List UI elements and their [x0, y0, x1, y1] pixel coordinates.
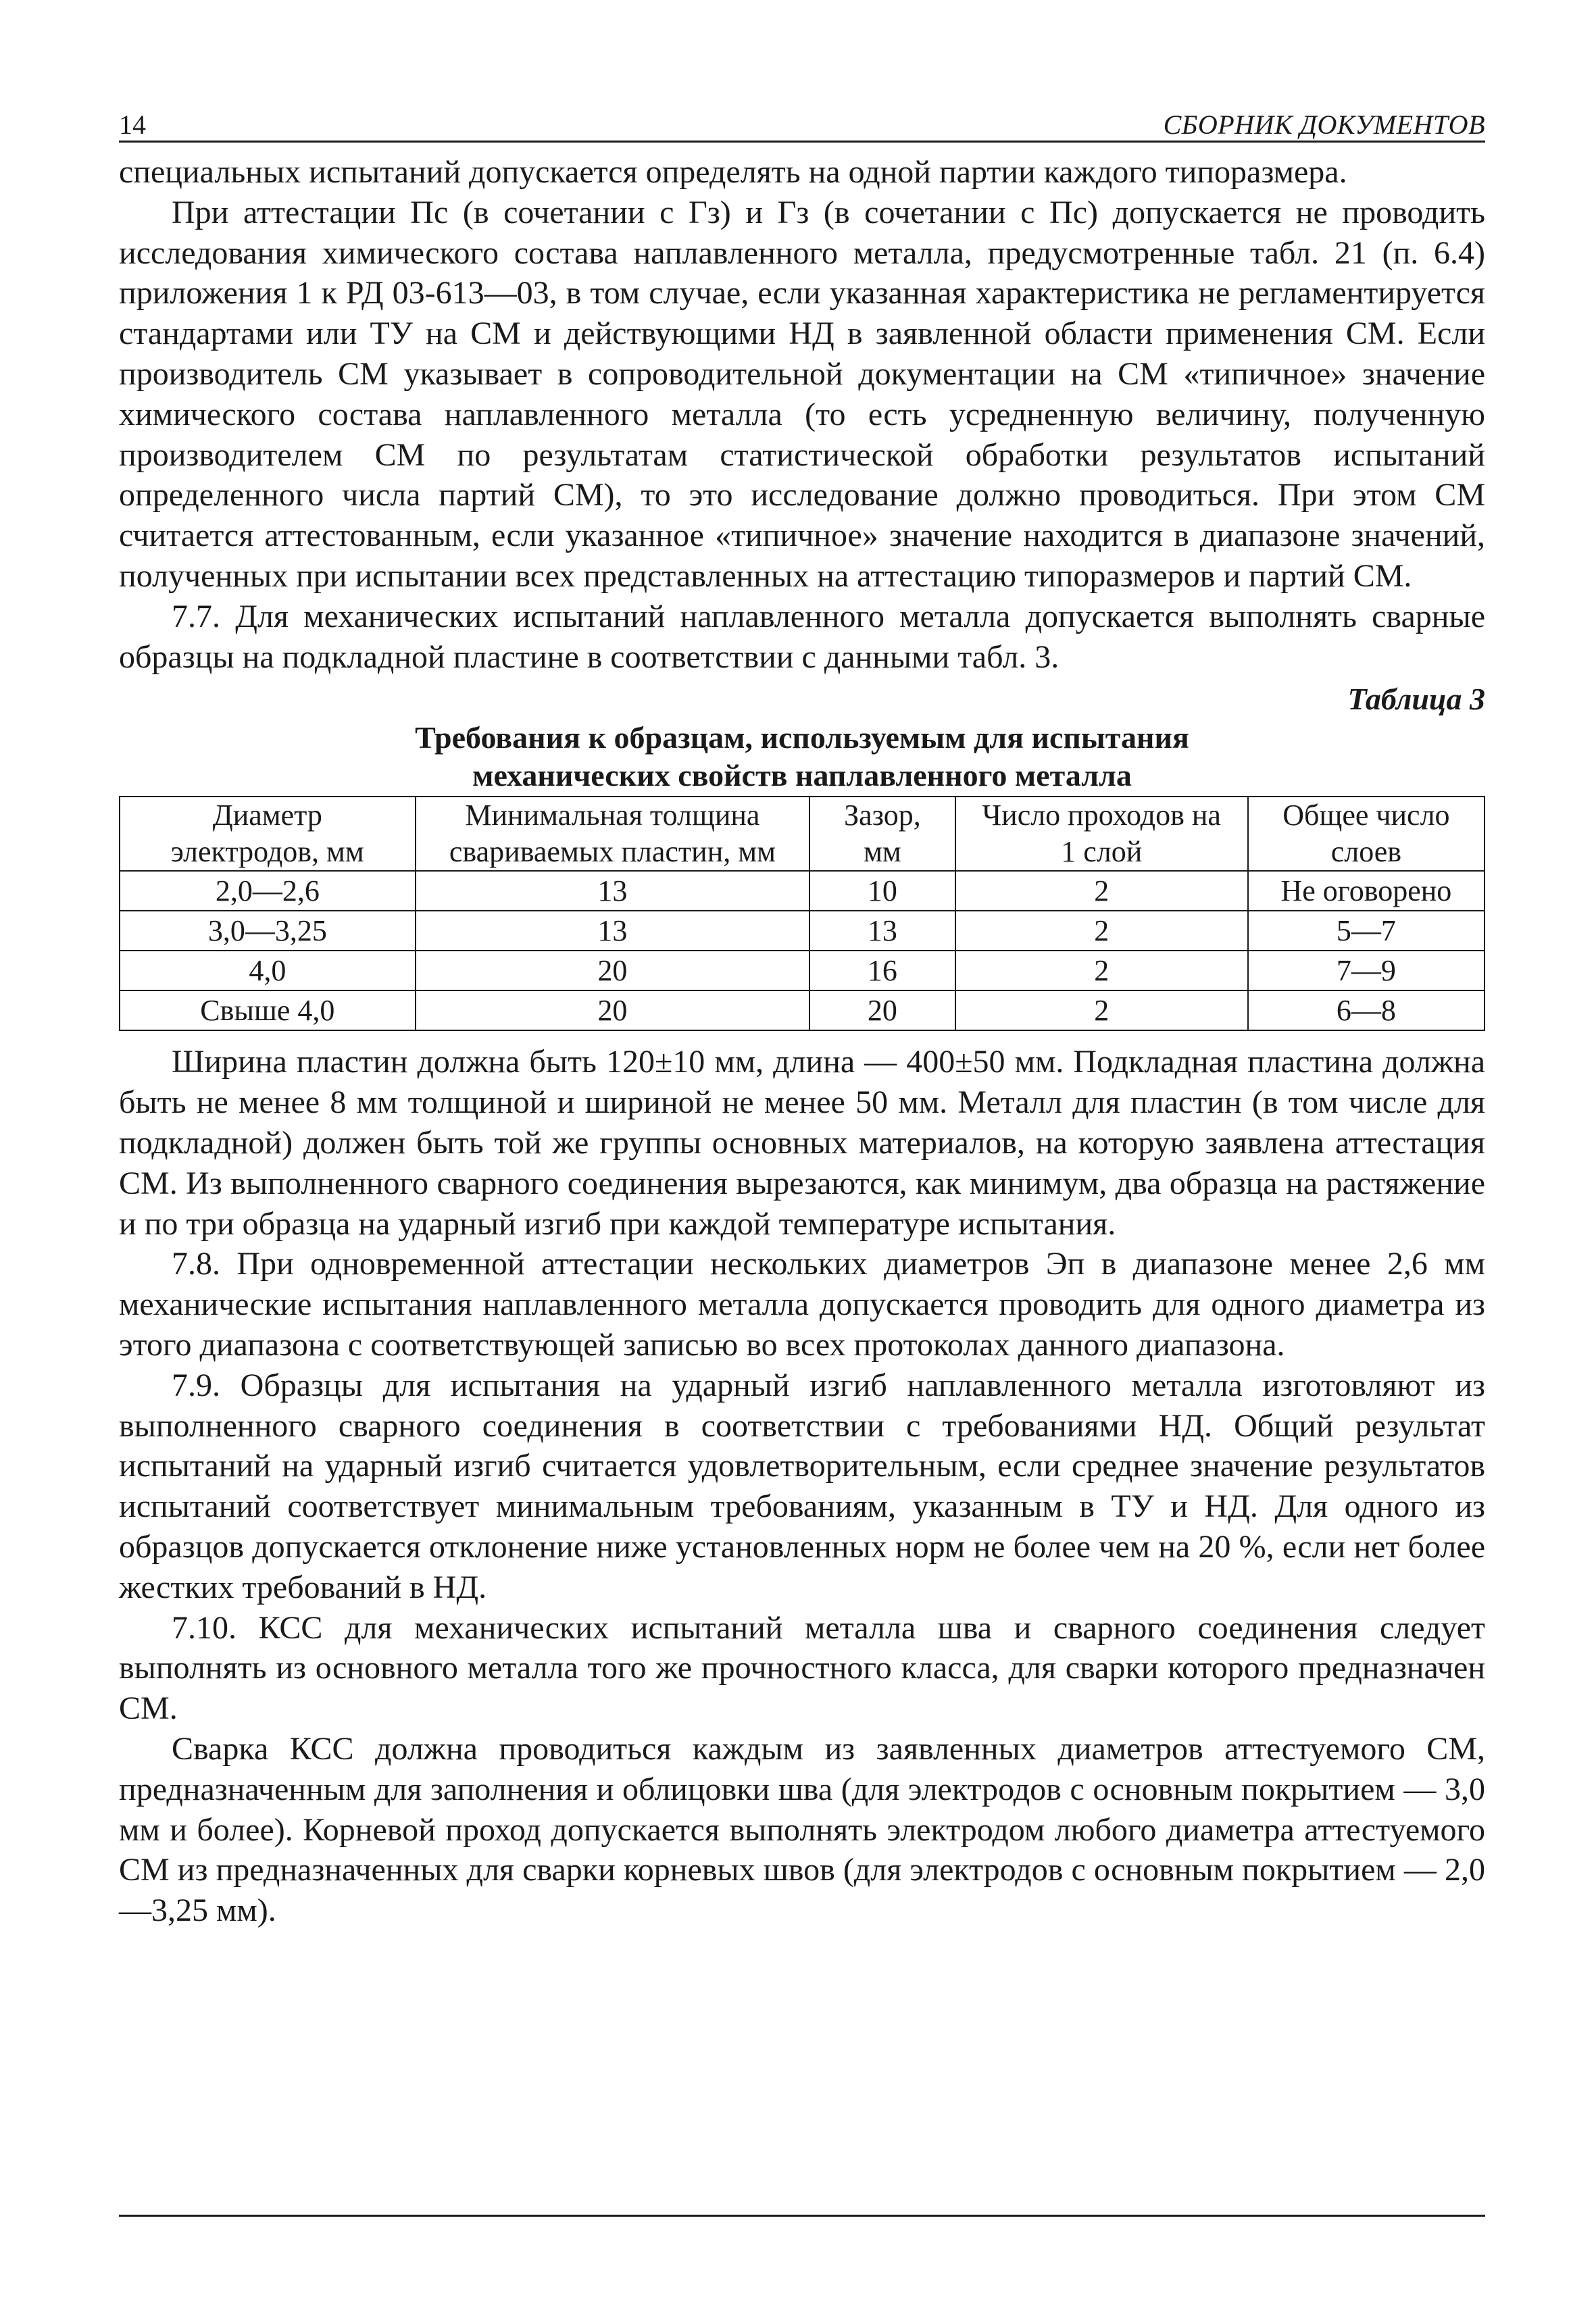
- table-row: [120, 951, 1485, 990]
- table-cell: 20: [809, 990, 955, 1030]
- table-title: [295, 719, 1309, 795]
- paragraph: Сварка КСС должна проводиться каждым из заявленных диаметров аттестуемого СМ, предназначенным для заполнения и облицовки шва (для электродов с основным покрытием — 3,0 мм и более). Корневой проход допускается выполнять электродом любого диаметра аттестуемого СМ из предназначенных для сварки корневых швов (для электродов с основным покрытием — 2,0—3,25 мм).: [119, 1730, 1485, 1929]
- column-header: Минимальная толщина свариваемых пластин, мм: [416, 797, 810, 871]
- column-header: Диаметр электродов, мм: [120, 797, 416, 871]
- table-cell: 3,0—3,25: [120, 911, 416, 951]
- running-title: СБОРНИК ДОКУМЕНТОВ: [1163, 109, 1485, 140]
- running-header: [119, 101, 1485, 143]
- table-title-line: Требования к образцам, используемым для испытания: [415, 720, 1189, 755]
- table-cell: 4,0: [120, 951, 416, 990]
- table-cell: 2: [955, 990, 1248, 1030]
- paragraph: 7.10. КСС для механических испытаний металла шва и сварного соединения следует выполнять из основного металла того же прочностного класса, для сварки которого предназначен СМ.: [119, 1609, 1485, 1727]
- page: [119, 101, 1485, 1931]
- paragraph: 7.9. Образцы для испытания на ударный изгиб наплавленного металла изготовляют из выполненного сварного соединения в соответствии с требованиями НД. Общий результат испытаний на ударный изгиб считается удовлетворительным, если среднее значение результатов испытаний соответствует минимальным требованиям, указанным в ТУ и НД. Для одного из образцов допускается отклонение ниже установленных норм не более чем на 20 %, если нет более жестких требований в НД.: [119, 1367, 1485, 1605]
- table-title-line: механических свойств наплавленного металла: [472, 758, 1132, 793]
- table-cell: 10: [809, 871, 955, 911]
- table-cell: 20: [416, 951, 810, 990]
- table-header-row: [120, 797, 1485, 871]
- document-body: [119, 152, 1485, 1931]
- paragraph: 7.7. Для механических испытаний наплавленного металла допускается выполнять сварные образцы на подкладной пластине в соответствии с данными табл. 3.: [119, 598, 1485, 675]
- table-cell: 6—8: [1248, 990, 1485, 1030]
- table-row: [120, 990, 1485, 1030]
- table-row: [120, 911, 1485, 951]
- table-cell: 7—9: [1248, 951, 1485, 990]
- footer-rule: [119, 2215, 1485, 2217]
- table-cell: 2,0—2,6: [120, 871, 416, 911]
- table-cell: 13: [416, 871, 810, 911]
- paragraph: специальных испытаний допускается определять на одной партии каждого типоразмера.: [119, 154, 1347, 190]
- table-cell: 13: [809, 911, 955, 951]
- specimen-requirements-table: [119, 796, 1485, 1031]
- column-header: Число проходов на 1 слой: [955, 797, 1248, 871]
- table-cell: 2: [955, 871, 1248, 911]
- table-cell: 16: [809, 951, 955, 990]
- table-cell: 2: [955, 951, 1248, 990]
- table-cell: Не оговорено: [1248, 871, 1485, 911]
- paragraph: При аттестации Пс (в сочетании с Гз) и Гз (в сочетании с Пс) допускается не проводить исследования химического состава наплавленного металла, предусмотренные табл. 21 (п. 6.4) приложения 1 к РД 03-613—03, в том случае, если указанная характеристика не регламентируется стандартами или ТУ на СМ и действующими НД в заявленной области применения СМ. Если производитель СМ указывает в сопроводительной документации на СМ «типичное» значение химического состава наплавленного металла (то есть усредненную величину, полученную производителем СМ по результатам статистической обработки результатов испытаний определенного числа партий СМ), то это исследование должно проводиться. При этом СМ считается аттестованным, если указанное «типичное» значение находится в диапазоне значений, полученных при испытании всех представленных на аттестацию типоразмеров и партий СМ.: [119, 194, 1485, 594]
- table-cell: 13: [416, 911, 810, 951]
- paragraph: Ширина пластин должна быть 120±10 мм, длина — 400±50 мм. Подкладная пластина должна быть не менее 8 мм толщиной и шириной не менее 50 мм. Металл для пластин (в том числе для подкладной) должен быть той же группы основных материалов, на которую заявлена аттестация СМ. Из выполненного сварного соединения вырезаются, как минимум, два образца на растяжение и по три образца на ударный изгиб при каждой температуре испытания.: [119, 1044, 1485, 1242]
- paragraph: 7.8. При одновременной аттестации нескольких диаметров Эп в диапазоне менее 2,6 мм механические испытания наплавленного металла допускается проводить для одного диаметра из этого диапазона с соответствующей записью во всех протоколах данного диапазона.: [119, 1246, 1485, 1363]
- page-number: 14: [119, 109, 146, 140]
- table-cell: 20: [416, 990, 810, 1030]
- table-cell: Свыше 4,0: [120, 990, 416, 1030]
- table-cell: 5—7: [1248, 911, 1485, 951]
- table-label: Таблица 3: [1347, 682, 1485, 717]
- table-row: [120, 871, 1485, 911]
- column-header: Общее число слоев: [1248, 797, 1485, 871]
- table-cell: 2: [955, 911, 1248, 951]
- column-header: Зазор, мм: [809, 797, 955, 871]
